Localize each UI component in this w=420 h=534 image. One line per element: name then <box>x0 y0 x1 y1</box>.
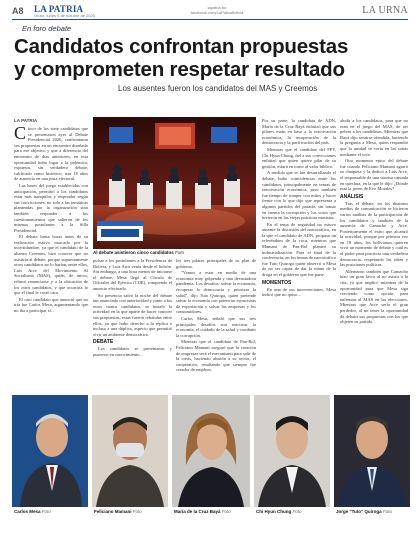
paragraph: Mientras que el candidato del FPV, Chi Hyun Chung, fiel a sus convicciones enfatizó que quien quiere pilar de su gestión, estará en torno al valor bíblico. <box>262 146 336 169</box>
issue-date: Oruro, lunes 5 de octubre de 2020 <box>34 13 95 18</box>
section-subtitle: DEBATE <box>93 339 114 346</box>
portrait-caption <box>256 509 302 514</box>
section-name: LA URNA <box>362 5 408 16</box>
person-illustration <box>254 395 330 507</box>
portrait-caption <box>14 509 51 514</box>
portrait-jorge-tuto-quiroga <box>334 395 410 507</box>
photo-credit: Foto <box>382 509 392 514</box>
section-subtitle: MOMENTOS <box>262 279 292 286</box>
article-column-3 <box>176 258 256 390</box>
paragraph: Su presencia salvó la noche del debate tan anunciado con anterioridad y junto a los otros cuatro candidatos, se instaló la actividad en la que aparte de hacer conocer sus propuestas, estas fueron rebatidas entre ellos, ya que hubo derecho a la réplica e incluso a una dúplica, aspecto que permitió vivir un ambiente democrático. <box>93 292 172 337</box>
article-subhead: Los ausentes fueron los candidatos del MAS y Creemos <box>118 84 318 93</box>
photo-caption <box>93 250 256 255</box>
paragraph: En el tema de seguridad no estuvo ausente la discusión del narcotráfico, en la que el candidato de ADN, propuso un referéndum de la coca; mientras que Mamani de Pan-Bol planteó su industrialización. Para el final de la conferencia, en los temas de narcotráfico fue Tuto Quiroga quien observó a Mesa de no ser capaz de dar la mano de la droga en el gobierno que fue parte. <box>262 221 336 278</box>
paragraph: "Vamos a estar en medio de una economía muy golpeada y una devastadora pandemia. Los desafíos: salvar la economía, recuperar la democracia y priorizar la salud", dijo Tuto Quiroga, quien pretende salvar la economía con potenciar estructuras de exportación y salvar las empresas y los consumidores. <box>176 270 256 315</box>
facebook-link[interactable]: facebook.com/LaPatriaBolivia <box>190 10 244 15</box>
debate-stage-illustration <box>93 117 256 249</box>
paragraph: Por su parte, la candidata de ADN, María de la Cruz Bayá enfatizó que sus pilares están en base a la reactivación económica, la recuperación de la democracia y la pacificación del país. <box>262 118 336 146</box>
paragraph: pulsar a los postulantes a la Presidencia de Bolivia, y Luis Arce venía desde el bolsón. Sin embargo, a una hora menos de iniciarse el debate, Mesa llegó al Círculo de Oficiales del Ejército (COE), rompiendo el anuncio efectuado. <box>93 258 172 291</box>
portrait-caption <box>94 509 142 514</box>
person-illustration <box>172 395 250 507</box>
photo-caption-text: Al debate asistieron cinco candidatos <box>93 250 174 255</box>
candidate-name: Jorge "Tuto" Quiroga <box>336 509 382 514</box>
article-column-4 <box>262 118 336 390</box>
paragraph: Mientras que el candidato de Pan-Bol, Feliciano Mamani aseguró que la creación de empresas será el mecanismo para salir de la crisis, haciendo alusión a su sector, el cooperativo, resultando que siempre fue creador de empleos. <box>176 339 256 373</box>
drop-cap: C <box>14 123 27 143</box>
article-column-5 <box>340 118 408 390</box>
paragraph: inco de los siete candidatos que se presentaron ayer al Debate Presidencial 2020, confrontaron sus propuestas en un encuentro diseñado para ese objetivo y que a diferencia del encuentro de días anteriores, en esta oportunidad hubo lugar a la polémica, expuesta, sin verdadero debate, calificado como histórico, tras 18 años de ausencia en una justa electoral. <box>14 126 88 182</box>
portrait-feliciano-mamani <box>92 395 168 507</box>
header-rule <box>12 19 408 20</box>
candidate-name: María de la Cruz Bayá <box>174 509 221 514</box>
paragraph: Tras el debate, en los distintos medios de comunicación se hicieron varios análisis de la participación de los candidatos y también de la ausencia de Camacho y Arce. Posteriormente el éxito que alcanzó la actividad, porque por primera vez en 18 años, los bolivianos quieren vivir un momento de debate y cuál es el poder para practicar una verdadera democracia, respetando las ideas y las posiciones políticas. <box>340 200 408 268</box>
paragraph: los tres pilares principales de su plan de gobierno. <box>176 258 256 269</box>
section-subtitle: ANÁLISIS <box>340 193 364 200</box>
newspaper-logo: LA PATRIA <box>34 4 84 14</box>
photo-credit: Foto <box>175 250 185 255</box>
paragraph: El debate hasta horas antes de su realización estuvo marcado por la incertidumbre, ya que el candidato de la alianza Creemos, hizo conocer que no asistiría al debate, porque supuestamente otros candidatos no lo harían, entre ellos, Luis Arce del Movimiento Al Socialismo (MAS), quién, de inicio, rehusó renunciarse y a la ubicación de los otros candidatos, y que ocurriría lo que el final le costó caro. <box>14 234 88 296</box>
paragraph: Los candidatos se presentaron y pusieron en conocimiento... <box>93 346 172 357</box>
page-number: A8 <box>12 6 24 16</box>
article-column-2 <box>93 258 172 390</box>
photo-credit: Foto <box>132 509 142 514</box>
paragraph: Otro momento epico del debate fue cuando Feliciano Mamani agarró su chaqueta y la dedicó a Luis Arce, el responsable de una sonrisa cantada en quechua, en la que le dijo: ¿Dónde está la joven de Evo Morales? <box>340 158 408 192</box>
candidate-name: Chi Hyun Chung <box>256 509 292 514</box>
debate-stage-photo <box>93 117 256 249</box>
headline-line-1: Candidatos confrontan propuestas <box>14 35 349 58</box>
portrait-chi-hyun-chung <box>254 395 330 507</box>
paragraph: aludir a los candidatos, para que no eran en el juego del MAS, de ser peleas a los candidatos. Mientras que Bayá dijo sentirse ofendida, haciendo la pregunta a Mesa, quien respondió que la unidad se vería en las urnas mediante el voto. <box>340 118 408 157</box>
paragraph: El otro candidato que anunció que no iría fue Carlos Mesa, argumentando que no iba a participar si... <box>14 296 88 313</box>
photo-credit: Foto <box>221 509 231 514</box>
portrait-carlos-mesa <box>12 395 88 507</box>
paragraph: Alternaron también que Camacho hizo un gran favor al no asistir a la cita, ya que implicó mientras de la oportunidad para que Mesa siga creciendo como opción para enfrentar al MAS en las elecciones. Mientras que Arce sería el gran perdedor, al no tener la oportunidad de debatir sus propuestas con los que objeten su partido. <box>340 268 408 325</box>
person-illustration <box>92 395 168 507</box>
paragraph: En una de sus intervenciones, Mesa indicó que no quiso... <box>262 286 336 298</box>
portrait-caption <box>174 509 231 514</box>
candidate-name: Carlos Mesa <box>14 509 41 514</box>
article-column-1 <box>14 118 88 390</box>
person-illustration <box>12 395 88 507</box>
photo-credit: Foto <box>292 509 302 514</box>
page-header <box>12 4 408 18</box>
person-illustration <box>334 395 410 507</box>
article-byline: LA PATRIA <box>14 118 38 123</box>
article-kicker: En foro debate <box>22 24 72 33</box>
paragraph: A medida que se fue desarrollando el debate, hubo coincidencias entre los candidatos, principalmente en temas de reactivación económica, pero también fue tiempo de romper con mitos y hacer frente con lo que dijo que representa a algunos partidos del pasado, sin tomar en cuenta la corrupción y los votos que tuvieron en las viejas prácticas masistas. <box>262 170 336 221</box>
paragraph: Carlos Mesa, señaló que sus tres principales desafíos son reactivar la economía, el cuidado de la salud y combatir la corrupción. <box>176 315 256 338</box>
portrait-caption <box>336 509 392 514</box>
article-headline <box>14 35 410 81</box>
headline-line-2: y comprometen respetar resultado <box>14 58 345 81</box>
paragraph: Las bases del juego establecidas con anticipación, permitió a los candidatos estar más tranquilos y responder según sus convicciones, no solo a las temáticas planteadas por la organización sino también responder a los cuestionamientos que salieron de los mismos postulantes a la Silla Presidencial. <box>14 182 88 233</box>
header-contacts <box>172 5 262 15</box>
photo-credit: Foto <box>41 509 51 514</box>
candidate-name: Feliciano Mamani <box>94 509 132 514</box>
portrait-maria-de-la-cruz-baya <box>172 395 250 507</box>
website-link[interactable]: lapatria.bo <box>207 5 227 10</box>
